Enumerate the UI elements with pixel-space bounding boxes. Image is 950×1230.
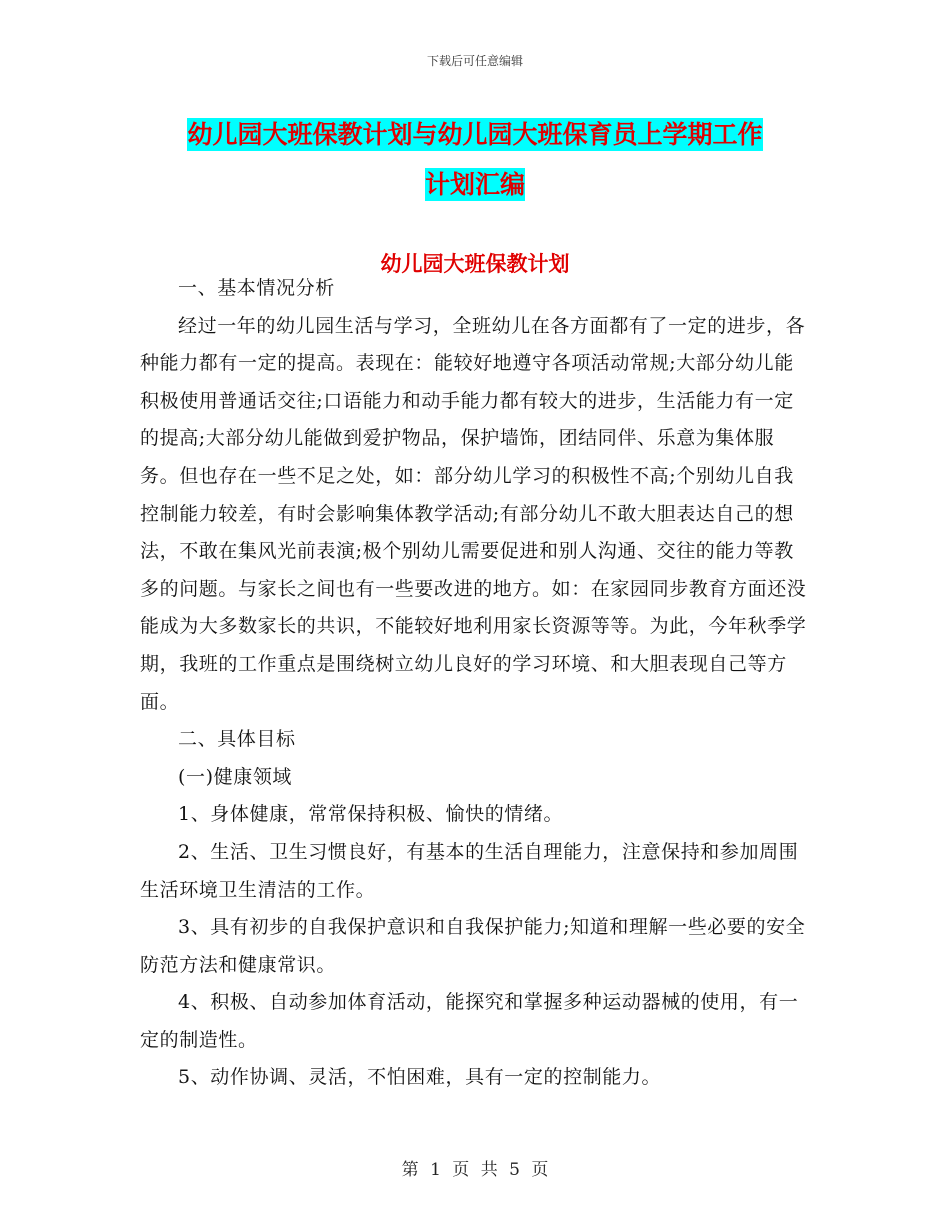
goal-item-2: 2、生活、卫生习惯良好，有基本的生活自理能力，注意保持和参加周围生活环境卫生清洁的工作。 <box>140 840 799 901</box>
heading-specific-goals: 二、具体目标 <box>178 728 296 751</box>
goal-item-5: 5、动作协调、灵活，不怕困难，具有一定的控制能力。 <box>178 1066 662 1089</box>
heading-basic-analysis: 一、基本情况分析 <box>178 277 335 299</box>
page-footer: 第 1 页 共 5 页 <box>401 1160 549 1180</box>
paragraph-analysis: 经过一年的幼儿园生活与学习，全班幼儿在各方面都有了一定的进步，各种能力都有一定的提高。表现在：能较好地遵守各项活动常规;大部分幼儿能积极使用普通话交往;口语能力和动手能力都有较大的进步，生活能力有一定的提高;大部分幼儿能做到爱护物品，保护墙饰，团结同伴、乐意为集体服务。但也存在一些不足之处，如：部分幼儿学习的积极性不高;个别幼儿自我控制能力较差，有时会影响集体教学活动;有部分幼儿不敢大胆表达自己的想法，不敢在集风光前表演;极个别幼儿需要促进和别人沟通、交往的能力等教多的问题。与家长之间也有一些要改进的地方。如：在家园同步教育方面还没能成为大多数家长的共识，不能较好地利用家长资源等等。为此，今年秋季学期，我班的工作重点是围绕树立幼儿良好的学习环境、和大胆表现自己等方面。 <box>140 314 807 713</box>
document-title <box>0 110 950 210</box>
document-title-line-2: 计划汇编 <box>424 170 525 199</box>
document-title-line-1: 幼儿园大班保教计划与幼儿园大班保育员上学期工作 <box>187 120 763 149</box>
section-title: 幼儿园大班保教计划 <box>380 252 570 276</box>
document-body <box>140 270 812 1097</box>
subheading-health: (一)健康领域 <box>178 765 293 788</box>
goal-item-3: 3、具有初步的自我保护意识和自我保护能力;知道和理解一些必要的安全防范方法和健康常识。 <box>140 916 806 976</box>
goal-item-4: 4、积极、自动参加体育活动，能探究和掌握多种运动器械的使用，有一定的制造性。 <box>140 991 799 1051</box>
goal-item-1: 1、身体健康，常常保持积极、愉快的情绪。 <box>178 803 564 826</box>
header-note: 下载后可任意编辑 <box>426 54 523 68</box>
